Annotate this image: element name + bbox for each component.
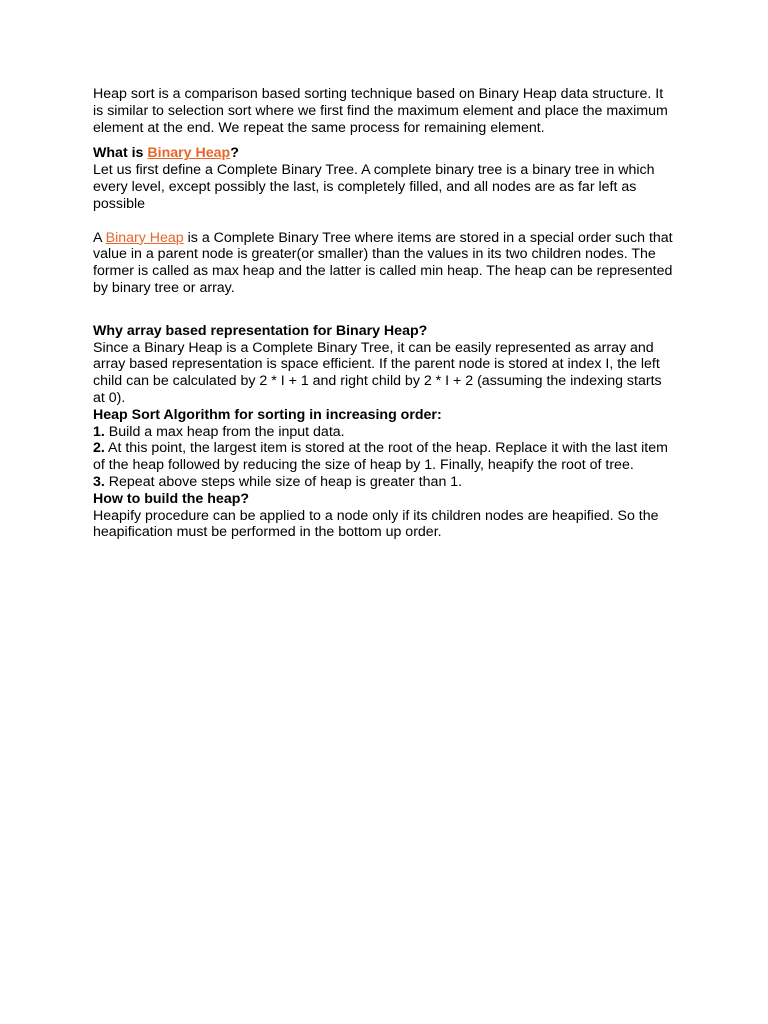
binary-heap-link-heading[interactable]: Binary Heap — [147, 145, 231, 162]
step-3-text: Repeat above steps while size of heap is greater than 1. — [104, 473, 463, 490]
why-array-heading: Why array based representation for Binary Heap? — [93, 322, 428, 339]
algorithm-heading: Heap Sort Algorithm for sorting in increasing order: — [93, 406, 442, 423]
step-1-number: 1. — [93, 423, 105, 440]
step-1-text: Build a max heap from the input data. — [104, 423, 345, 440]
what-is-suffix: ? — [230, 145, 239, 162]
binary-heap-def-prefix: A — [93, 229, 106, 246]
build-heap-heading: How to build the heap? — [93, 490, 250, 507]
what-is-heading — [93, 145, 673, 162]
what-is-prefix: What is — [93, 145, 148, 162]
binary-heap-definition — [93, 230, 673, 297]
document-page — [93, 86, 673, 541]
intro-paragraph: Heap sort is a comparison based sorting technique based on Binary Heap data structure. It is similar to selection sort where we first find the maximum element and place the maximum element at the end. We repeat the same process for remaining element. — [93, 86, 668, 136]
step-2-text: At this point, the largest item is stored at the root of the heap. Replace it with the last item of the heap followed by reducing the size of heap by 1. Finally, heapify the root of tree. — [93, 440, 668, 474]
build-heap-body: Heapify procedure can be applied to a node only if its children nodes are heapified. So the heapification must be performed in the bottom up order. — [93, 507, 659, 541]
complete-tree-definition: Let us first define a Complete Binary Tree. A complete binary tree is a binary tree in which every level, except possibly the last, is completely filled, and all nodes are as far left as possible — [93, 162, 655, 212]
step-3-number: 3. — [93, 473, 105, 490]
algorithm-step-2 — [93, 440, 673, 474]
binary-heap-link[interactable]: Binary Heap — [105, 229, 184, 246]
step-2-number: 2. — [93, 440, 105, 457]
why-array-body: Since a Binary Heap is a Complete Binary Tree, it can be easily represented as array and array based representation is space efficient. If the parent node is stored at index I, the left child can be calculated by 2 * I + 1 and right child by 2 * I + 2 (assuming the indexing starts at 0). — [93, 339, 662, 406]
algorithm-step-1 — [93, 424, 673, 441]
algorithm-step-3 — [93, 474, 673, 491]
binary-heap-def-rest: is a Complete Binary Tree where items are stored in a special order such that value in a parent node is greater(or smaller) than the values in its two children nodes. The former is called as max heap and the latter is called min heap. The heap can be represented by binary tree or array. — [93, 229, 673, 296]
